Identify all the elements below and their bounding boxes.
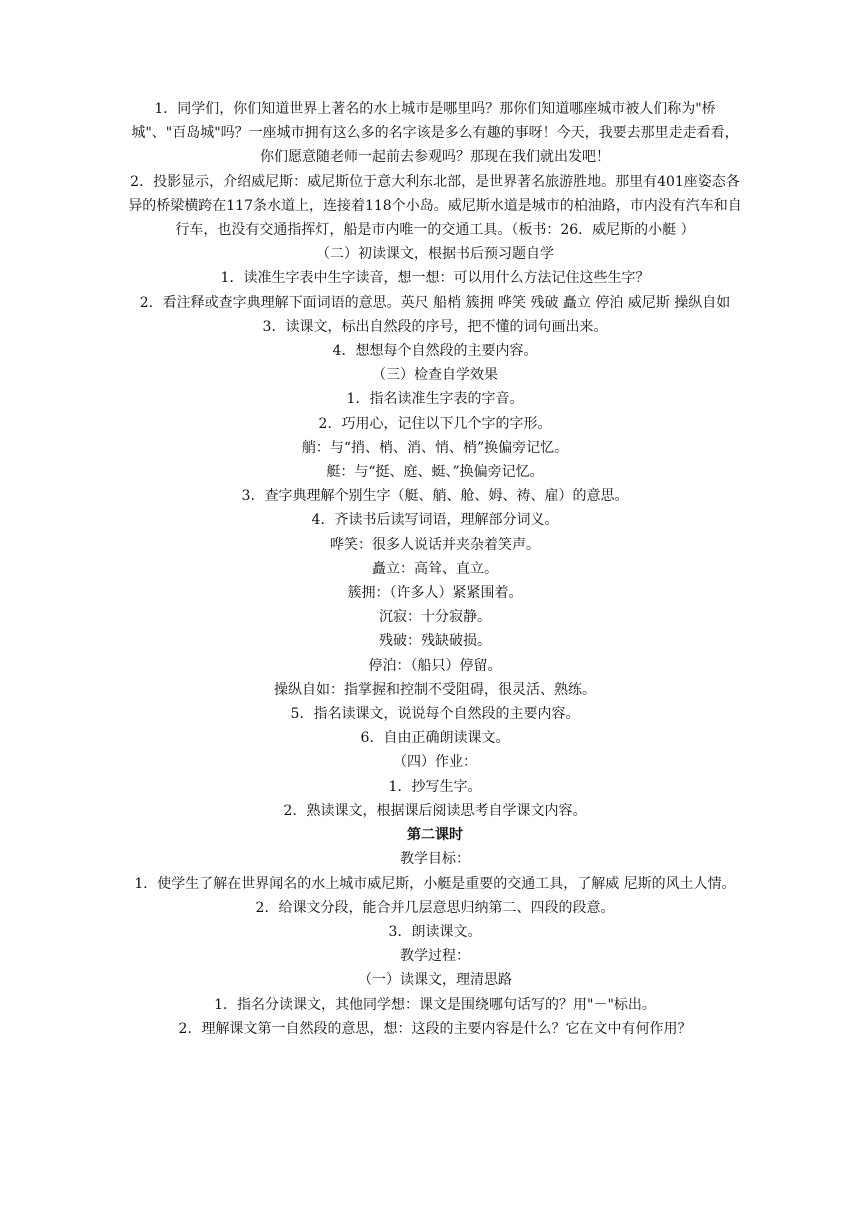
- vocab-item: 沉寂：十分寂静。: [379, 609, 491, 626]
- paragraph: 2．理解课文第一自然段的意思，想：这段的主要内容是什么？它在文中有何作用？: [178, 1020, 692, 1037]
- vocab-item: 操纵自如：指掌握和控制不受阻碍，很灵活、熟练。: [274, 681, 596, 698]
- paragraph: 1．使学生了解在世界闻名的水上城市威尼斯，小艇是重要的交通工具，了解威 尼斯的风土人情。: [134, 875, 736, 892]
- paragraph: 2．巧用心，记住以下几个字的字形。: [318, 415, 552, 432]
- paragraph: 5．指名读课文，说说每个自然段的主要内容。: [290, 706, 580, 723]
- section-heading: 教学目标：: [400, 851, 470, 868]
- paragraph: 艇：与“挺、庭、蜓、”换偏旁记忆。: [326, 464, 544, 481]
- paragraph: 2．熟读课文，根据课后阅读思考自学课文内容。: [283, 802, 587, 819]
- vocab-item: 簇拥：（许多人）紧紧围着。: [347, 585, 523, 602]
- paragraph: 艄：与“捎、梢、消、悄、梢”换偏旁记忆。: [301, 439, 569, 456]
- paragraph: 4．想想每个自然段的主要内容。: [332, 343, 538, 360]
- vocab-item: 哗笑：很多人说话并夹杂着笑声。: [330, 536, 540, 553]
- paragraph: 3．查字典理解个别生字（艇、艄、舱、姆、祷、雇）的意思。: [241, 488, 629, 505]
- document-body: [128, 97, 742, 1041]
- paragraph: 2．给课文分段，能合并几层意思归纳第二、四段的段意。: [255, 899, 615, 916]
- paragraph: 1．读准生字表中生字读音，想一想：可以用什么方法记住这些生字？: [220, 270, 650, 287]
- paragraph: 2．投影显示，介绍威尼斯：威尼斯位于意大利东北部，是世界著名旅游胜地。那里有401座姿态各异的桥梁横跨在117条水道上，连接着118个小岛。威尼斯水道是城市的柏油路，市内没有汽车和自行车，也没有交通指挥灯，船是市内唯一的交通工具。（板书：26．威尼斯的小艇 ）: [128, 173, 742, 239]
- section-heading: （三）检查自学效果: [372, 367, 498, 384]
- paragraph: 3．朗读课文。: [388, 923, 482, 940]
- vocab-item: 矗立：高耸、直立。: [372, 560, 498, 577]
- paragraph: 1．抄写生字。: [388, 778, 482, 795]
- paragraph: 4．齐读书后读写词语，理解部分词义。: [311, 512, 559, 529]
- section-heading: 教学过程：: [400, 948, 470, 965]
- section-heading: （二）初读课文，根据书后预习题自学: [316, 246, 554, 263]
- paragraph: 2．看注释或查字典理解下面词语的意思。英尺 船梢 簇拥 哗笑 残破 矗立 停泊 威尼斯 操纵自如: [139, 294, 731, 311]
- paragraph: 1．指名分读课文，其他同学想：课文是围绕哪句话写的？用"－"标出。: [214, 996, 656, 1013]
- vocab-item: 停泊：（船只）停留。: [368, 657, 502, 674]
- paragraph: 6．自由正确朗读课文。: [360, 730, 510, 747]
- paragraph: 3．读课文，标出自然段的序号，把不懂的词句画出来。: [262, 318, 608, 335]
- section-heading: （四）作业：: [393, 754, 477, 771]
- paragraph: 1．指名读准生字表的字音。: [346, 391, 524, 408]
- vocab-item: 残破：残缺破损。: [379, 633, 491, 650]
- paragraph: 1．同学们，你们知道世界上著名的水上城市是哪里吗？那你们知道哪座城市被人们称为"桥城"、"百岛城"吗？一座城市拥有这么多的名字该是多么有趣的事呀！今天，我要去那里走走看看，你们愿意随老师一起前去参观吗？那现在我们就出发吧！: [131, 101, 739, 166]
- section-heading: （一）读课文，理清思路: [358, 972, 512, 989]
- lesson-heading: 第二课时: [407, 827, 463, 844]
